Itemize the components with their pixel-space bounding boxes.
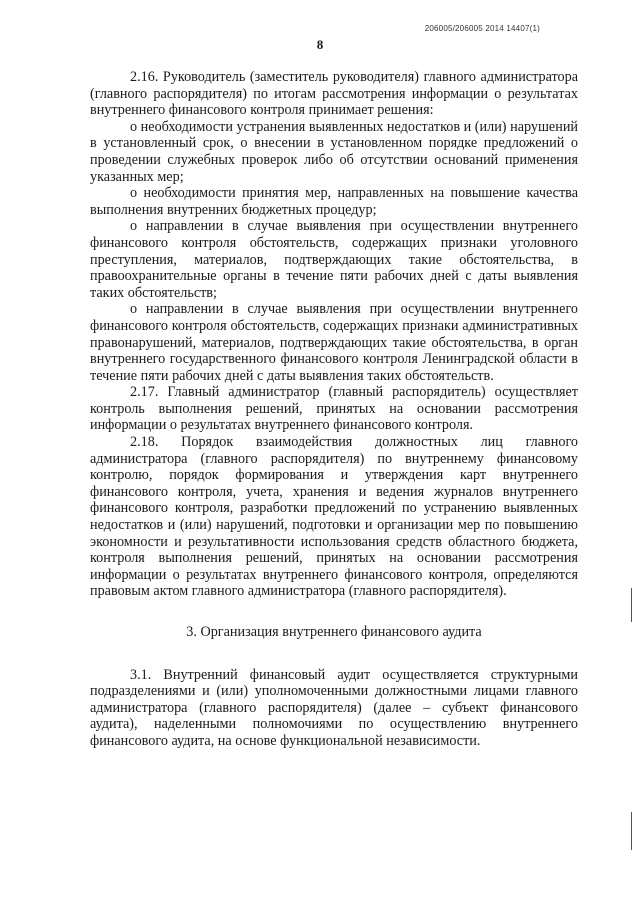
scan-margin-mark — [631, 812, 632, 850]
decision-item-deficiencies: о необходимости устранения выявленных недостатков и (или) нарушений в установленный срок, о внесении в установленном порядке предложений о проведении служебных проверок либо об отсутствии оснований применения указанных мер; — [90, 118, 578, 185]
page-number: 8 — [316, 37, 324, 52]
section-3-heading: 3. Организация внутреннего финансового аудита — [186, 624, 482, 640]
document-body — [90, 69, 578, 750]
paragraph-2-17: 2.17. Главный администратор (главный распорядитель) осуществляет контроль выполнения решений, принятых на основании рассмотрения информации о результатах внутреннего финансового контроля. — [90, 384, 578, 434]
paragraph-3-1: 3.1. Внутренний финансовый аудит осуществляется структурными подразделениями и (или) уполномоченными должностными лицами главного администратора (главного распорядителя) (далее – субъект финансового аудита), наделенными полномочиями по осуществлению внутреннего финансового аудита, на основе функциональной независимости. — [90, 666, 578, 749]
paragraph-2-18: 2.18. Порядок взаимодействия должностных лиц главного администратора (главного распорядителя) по внутреннему финансовому контролю, порядок формирования и утверждения карт внутреннего финансового контроля, учета, хранения и ведения журналов внутреннего финансового контроля, разработки предложений по устранению выявленных недостатков и (или) нарушений, подготовки и организации мер по повышению экономности и результативности использования средств областного бюджета, контроля выполнения решений, принятых на основании рассмотрения информации о результатах внутреннего финансового контроля, определяются правовым актом главного администратора (главного распорядителя). — [90, 434, 578, 600]
document-code: 206005/206005 2014 14407(1) — [424, 24, 540, 33]
decision-item-administrative: о направлении в случае выявления при осуществлении внутреннего финансового контроля обстоятельств, содержащих признаки административных правонарушений, материалов, подтверждающих такие обстоятельства, в орган внутреннего государственного финансового контроля Ленинградской области в течение пяти рабочих дней с даты выявления таких обстоятельств. — [90, 301, 578, 384]
scan-margin-mark — [631, 588, 632, 622]
paragraph-2-16: 2.16. Руководитель (заместитель руководителя) главного администратора (главного распорядителя) по итогам рассмотрения информации о результатах внутреннего финансового контроля принимает решения: — [90, 69, 578, 119]
decision-item-criminal: о направлении в случае выявления при осуществлении внутреннего финансового контроля обстоятельств, содержащих признаки уголовного преступления, материалов, подтверждающих такие обстоятельства, в правоохранительные органы в течение пяти рабочих дней с даты выявления таких обстоятельств; — [90, 218, 578, 301]
decision-item-measures: о необходимости принятия мер, направленных на повышение качества выполнения внутренних бюджетных процедур; — [90, 185, 578, 218]
